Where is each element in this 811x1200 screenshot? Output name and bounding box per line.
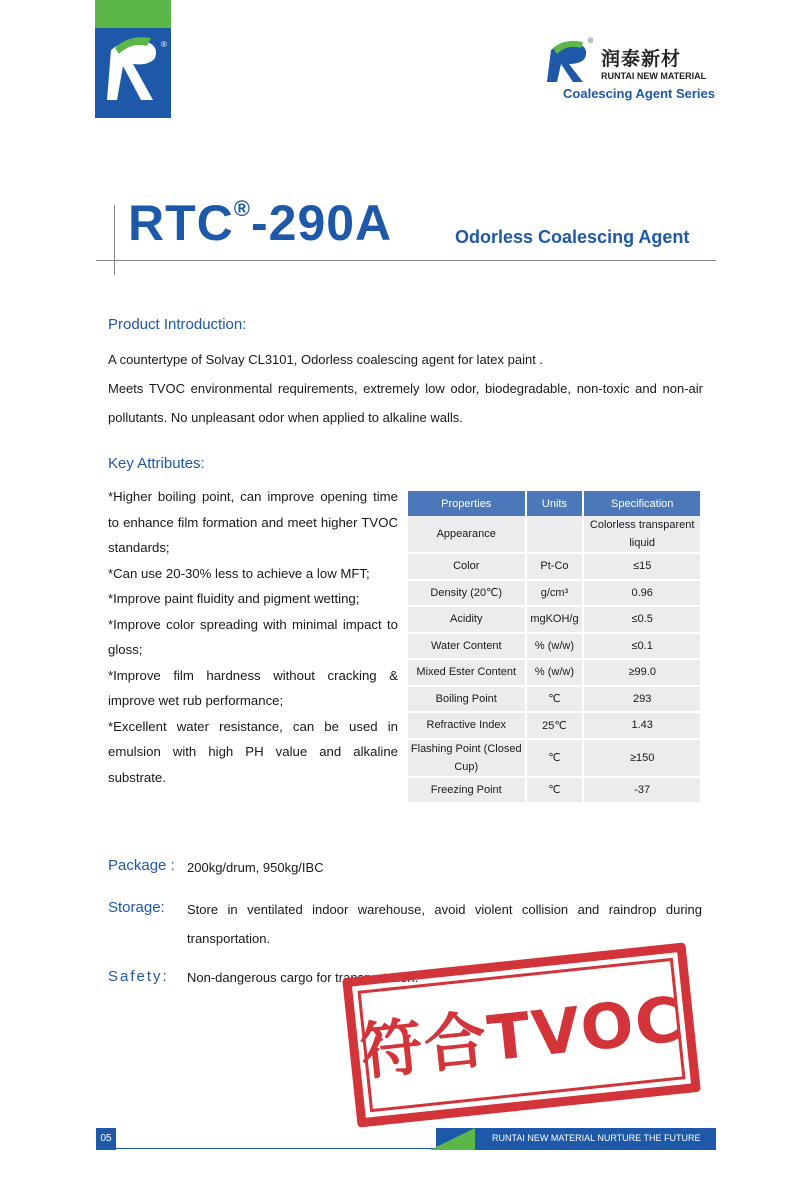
cell-property: Boiling Point [408, 686, 526, 713]
cell-property: Flashing Point (Closed Cup) [408, 739, 526, 777]
table-header-row [408, 491, 701, 516]
cell-unit: % (w/w) [526, 633, 584, 660]
intro-line-1: A countertype of Solvay CL3101, Odorless coalescing agent for latex paint . [108, 352, 544, 367]
footer-green-accent [430, 1128, 475, 1150]
brand-cn-name: 润泰新材 [601, 48, 682, 70]
cell-property: Appearance [408, 516, 526, 553]
model-reg-mark: ® [233, 196, 251, 221]
package-text: 200kg/drum, 950kg/IBC [187, 860, 324, 875]
cell-unit: ℃ [526, 777, 584, 804]
attribute-item: *Improve film hardness without cracking & improve wet rub performance; [108, 667, 398, 708]
table-row [408, 553, 701, 580]
table-row [408, 606, 701, 633]
logo-reg-mark: ® [161, 40, 167, 49]
cell-unit: mgKOH/g [526, 606, 584, 633]
package-label: Package : [108, 857, 175, 874]
specs-table [408, 491, 702, 804]
title-horizontal-rule [96, 260, 716, 261]
header-properties: Properties [408, 491, 526, 516]
cell-spec: ≤0.5 [583, 606, 701, 633]
cell-unit: Pt-Co [526, 553, 584, 580]
cell-spec: ≥99.0 [583, 659, 701, 686]
cell-unit: % (w/w) [526, 659, 584, 686]
footer-rule [116, 1148, 436, 1149]
table-row [408, 712, 701, 739]
model-suffix: -290A [250, 195, 393, 251]
cell-unit [526, 516, 584, 553]
table-row [408, 777, 701, 804]
product-title [128, 194, 392, 252]
brand-en-name: RUNTAI NEW MATERIAL [601, 71, 707, 81]
cell-unit: ℃ [526, 686, 584, 713]
attribute-item: *Can use 20-30% less to achieve a low MFT; [108, 565, 370, 581]
logo-green-band [95, 0, 171, 28]
safety-label: Safety: [108, 968, 169, 985]
brand-series: Coalescing Agent Series [563, 86, 715, 101]
cell-property: Density (20℃) [408, 580, 526, 607]
cell-property: Color [408, 553, 526, 580]
cell-spec: ≤0.1 [583, 633, 701, 660]
table-row [408, 739, 701, 777]
model-prefix: RTC [128, 195, 234, 251]
brand-header [545, 38, 715, 106]
intro-line-2: Meets TVOC environmental requirements, extremely low odor, biodegradable, non-toxic and non-air pollutants. No unpleasant odor when applied to alkaline walls. [108, 381, 703, 425]
cell-spec: 293 [583, 686, 701, 713]
cell-spec: 0.96 [583, 580, 701, 607]
cell-property: Acidity [408, 606, 526, 633]
intro-heading: Product Introduction: [108, 316, 247, 333]
table-row [408, 659, 701, 686]
footer-tagline: RUNTAI NEW MATERIAL NURTURE THE FUTURE [492, 1133, 701, 1143]
page-number: 05 [96, 1128, 116, 1150]
storage-label: Storage: [108, 899, 165, 916]
cell-unit: 25℃ [526, 712, 584, 739]
table-row [408, 580, 701, 607]
cell-spec: -37 [583, 777, 701, 804]
storage-text: Store in ventilated indoor warehouse, avoid violent collision and raindrop during transportation. [187, 902, 702, 946]
title-vertical-rule [114, 205, 115, 275]
cell-property: Mixed Ester Content [408, 659, 526, 686]
attribute-item: *Higher boiling point, can improve opening time to enhance film formation and meet higher TVOC standards; [108, 489, 398, 555]
cell-spec: ≥150 [583, 739, 701, 777]
cell-property: Water Content [408, 633, 526, 660]
cell-spec: Colorless transparent liquid [583, 516, 701, 553]
table-row [408, 516, 701, 553]
cell-spec: ≤15 [583, 553, 701, 580]
logo-block [95, 0, 171, 118]
cell-property: Freezing Point [408, 777, 526, 804]
cell-spec: 1.43 [583, 712, 701, 739]
attribute-item: *Excellent water resistance, can be used in emulsion with high PH value and alkaline substrate. [108, 718, 398, 785]
cell-unit: ℃ [526, 739, 584, 777]
runtai-brand-icon [545, 40, 595, 84]
product-subtitle: Odorless Coalescing Agent [455, 227, 690, 247]
attribute-item: *Improve paint fluidity and pigment wetting; [108, 591, 360, 606]
table-row [408, 633, 701, 660]
stamp-text: 符合TVOC [356, 982, 687, 1089]
table-row [408, 686, 701, 713]
safety-text: Non-dangerous cargo for transportation. [187, 970, 419, 985]
attributes-heading: Key Attributes: [108, 455, 205, 472]
runtai-logo-icon [95, 28, 171, 118]
cell-property: Refractive Index [408, 712, 526, 739]
cell-unit: g/cm³ [526, 580, 584, 607]
attribute-item: *Improve color spreading with minimal impact to gloss; [108, 616, 398, 657]
header-units: Units [526, 491, 584, 516]
attributes-list [108, 484, 398, 790]
brand-reg-mark: ® [588, 38, 594, 45]
header-specification: Specification [583, 491, 701, 516]
